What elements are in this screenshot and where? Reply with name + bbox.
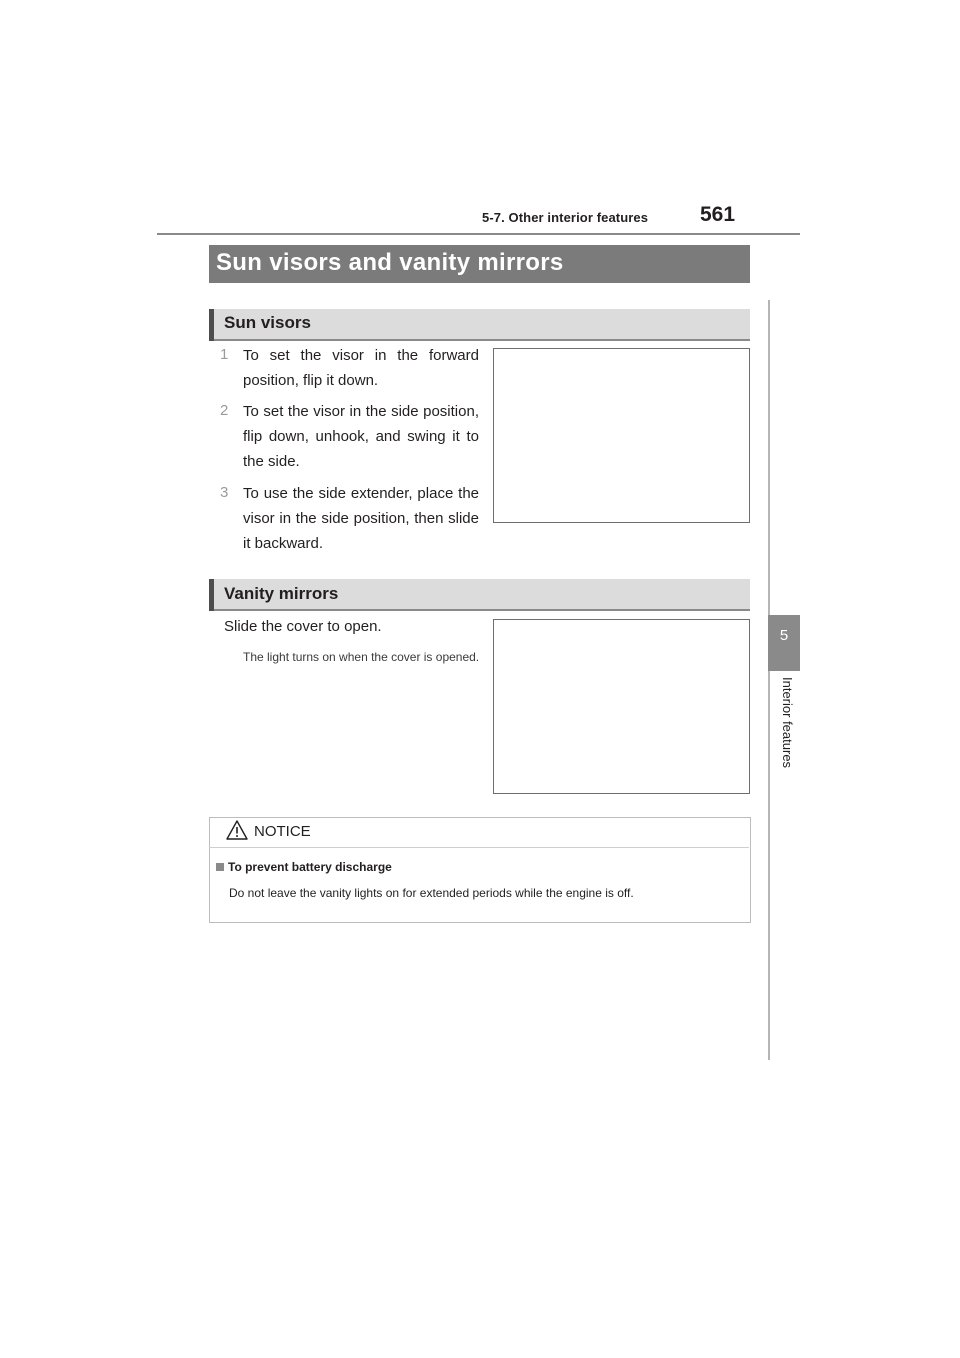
notice-heading-text: To prevent battery discharge	[228, 860, 392, 874]
page-title: Sun visors and vanity mirrors	[216, 249, 564, 276]
warning-triangle-icon	[226, 820, 248, 840]
side-tab-line	[768, 300, 770, 1060]
sun-visor-illustration	[493, 348, 750, 523]
step-number: 1	[220, 346, 229, 363]
step-number: 2	[220, 402, 229, 419]
header-section-title: 5-7. Other interior features	[482, 210, 649, 225]
vanity-mirrors-instruction: Slide the cover to open.	[224, 618, 382, 635]
sun-visors-heading: Sun visors	[224, 313, 311, 332]
header-rule	[157, 233, 800, 235]
chapter-title: Interior features	[780, 677, 795, 769]
step-number: 3	[220, 484, 229, 501]
page-number: 561	[700, 203, 736, 226]
step-text: To use the side extender, place the visor in the side position, then slide it backward.	[243, 485, 479, 552]
notice-heading	[216, 860, 392, 874]
vanity-mirror-illustration	[493, 619, 750, 794]
notice-body: Do not leave the vanity lights on for extended periods while the engine is off.	[229, 886, 634, 900]
chapter-number: 5	[779, 627, 789, 644]
bullet-square-icon	[216, 863, 224, 871]
notice-label: NOTICE	[254, 823, 311, 840]
vanity-mirrors-heading: Vanity mirrors	[224, 584, 339, 603]
step-text: To set the visor in the forward position, flip it down.	[243, 347, 479, 389]
vanity-mirrors-note: The light turns on when the cover is opened.	[243, 650, 480, 664]
step-text: To set the visor in the side position, flip down, unhook, and swing it to the side.	[243, 403, 479, 470]
